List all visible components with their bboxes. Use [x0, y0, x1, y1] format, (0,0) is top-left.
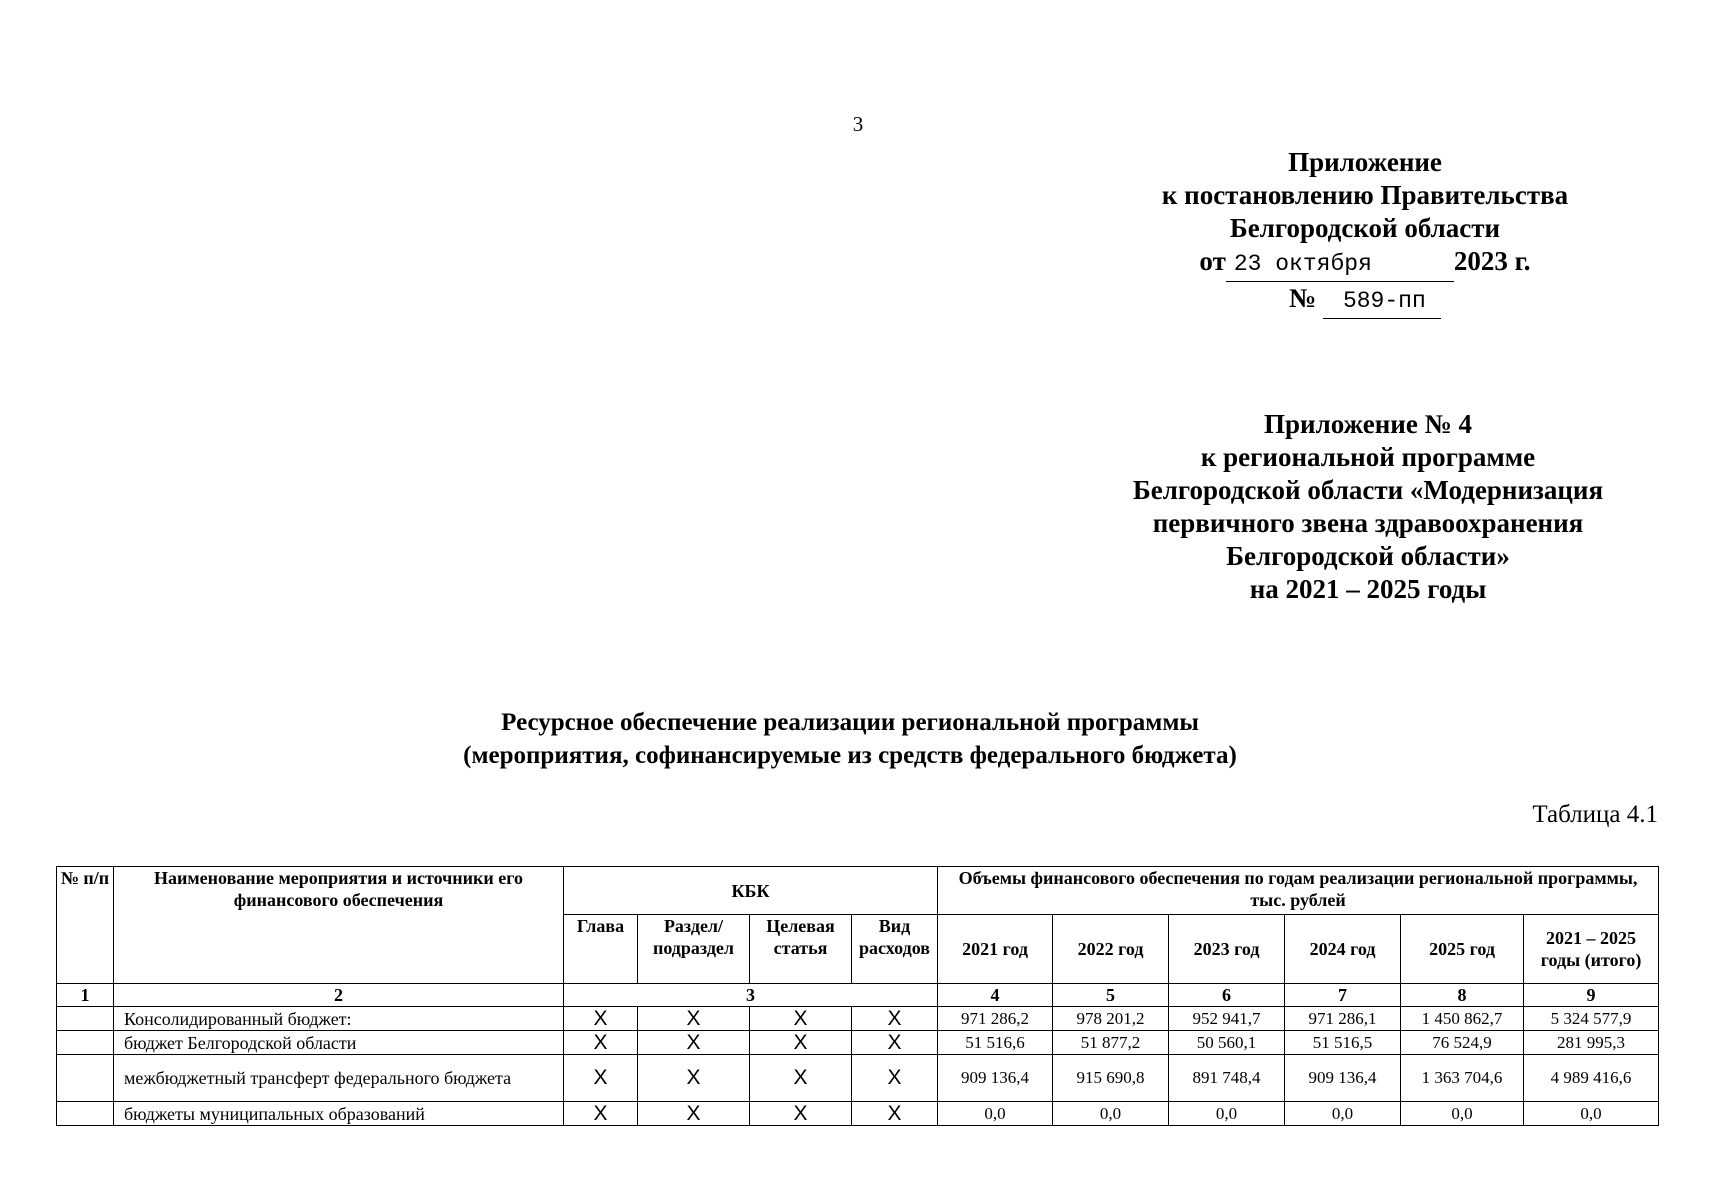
- column-number: 3: [564, 984, 938, 1007]
- value-cell: 0,0: [1285, 1102, 1401, 1126]
- kbk-cell: Х: [750, 1031, 852, 1055]
- row-name: Консолидированный бюджет:: [114, 1007, 564, 1031]
- row-num: [57, 1031, 114, 1055]
- header-kbk-expense-type: Вид расходов: [852, 915, 938, 984]
- column-number: 6: [1169, 984, 1285, 1007]
- column-number: 5: [1053, 984, 1169, 1007]
- header-year-2022: 2022 год: [1053, 915, 1169, 984]
- column-number: 2: [114, 984, 564, 1007]
- column-number: 4: [938, 984, 1053, 1007]
- value-cell: 5 324 577,9: [1524, 1007, 1659, 1031]
- value-cell: 4 989 416,6: [1524, 1055, 1659, 1102]
- row-name: бюджет Белгородской области: [114, 1031, 564, 1055]
- kbk-cell: Х: [750, 1102, 852, 1126]
- value-cell: 915 690,8: [1053, 1055, 1169, 1102]
- date-day-month: 23 октября: [1226, 248, 1454, 282]
- header-kbk: КБК: [564, 867, 938, 915]
- value-cell: 0,0: [1053, 1102, 1169, 1126]
- value-cell: 1 450 862,7: [1401, 1007, 1524, 1031]
- document-number: 589-пп: [1323, 285, 1441, 319]
- value-cell: 0,0: [1524, 1102, 1659, 1126]
- appendix-line: Приложение № 4: [1264, 409, 1472, 439]
- header-kbk-target: Целевая статья: [750, 915, 852, 984]
- document-title: [300, 706, 1400, 772]
- row-num: [57, 1102, 114, 1126]
- value-cell: 1 363 704,6: [1401, 1055, 1524, 1102]
- column-number: 7: [1285, 984, 1401, 1007]
- kbk-cell: Х: [564, 1031, 638, 1055]
- date-prefix: от: [1199, 246, 1226, 276]
- kbk-cell: Х: [638, 1055, 750, 1102]
- value-cell: 0,0: [1169, 1102, 1285, 1126]
- value-cell: 51 516,5: [1285, 1031, 1401, 1055]
- appendix-line: первичного звена здравоохранения: [1152, 508, 1584, 538]
- header-year-total: 2021 – 2025 годы (итого): [1524, 915, 1659, 984]
- row-num: [57, 1055, 114, 1102]
- kbk-cell: Х: [750, 1055, 852, 1102]
- appendix-line: на 2021 – 2025 годы: [1249, 574, 1487, 604]
- row-name: межбюджетный трансферт федерального бюджета: [114, 1055, 564, 1102]
- table-row: [57, 1031, 1659, 1055]
- header-num: № п/п: [57, 867, 114, 984]
- column-number: 9: [1524, 984, 1659, 1007]
- header-year-2025: 2025 год: [1401, 915, 1524, 984]
- title-line: Ресурсное обеспечение реализации региональной программы: [501, 709, 1199, 736]
- header-kbk-chapter: Глава: [564, 915, 638, 984]
- value-cell: 971 286,1: [1285, 1007, 1401, 1031]
- value-cell: 281 995,3: [1524, 1031, 1659, 1055]
- table-row: [57, 1007, 1659, 1031]
- appendix-line: Белгородской области «Модернизация: [1132, 475, 1604, 505]
- number-prefix: №: [1289, 283, 1317, 313]
- approval-date-line: [1112, 245, 1618, 282]
- kbk-cell: Х: [564, 1102, 638, 1126]
- kbk-cell: Х: [852, 1055, 938, 1102]
- table-row: [57, 1055, 1659, 1102]
- appendix-line: к региональной программе: [1200, 442, 1536, 472]
- kbk-cell: Х: [852, 1102, 938, 1126]
- title-line: (мероприятия, софинансируемые из средств федерального бюджета): [463, 742, 1237, 769]
- kbk-cell: Х: [852, 1007, 938, 1031]
- approval-line-region: Белгородской области: [1229, 213, 1501, 243]
- row-name: бюджеты муниципальных образований: [114, 1102, 564, 1126]
- header-year-2024: 2024 год: [1285, 915, 1401, 984]
- kbk-cell: Х: [750, 1007, 852, 1031]
- table-header-row: [57, 867, 1659, 915]
- page-number: 3: [852, 112, 864, 136]
- finance-table: [56, 866, 1659, 1126]
- kbk-cell: Х: [564, 1007, 638, 1031]
- header-name: Наименование мероприятия и источники его финансового обеспечения: [114, 867, 564, 984]
- column-number: 8: [1401, 984, 1524, 1007]
- approval-line-resolution: к постановлению Правительства: [1161, 180, 1569, 210]
- header-year-2021: 2021 год: [938, 915, 1053, 984]
- value-cell: 0,0: [1401, 1102, 1524, 1126]
- header-year-2023: 2023 год: [1169, 915, 1285, 984]
- kbk-cell: Х: [852, 1031, 938, 1055]
- table-row: [57, 1102, 1659, 1126]
- row-num: [57, 1007, 114, 1031]
- value-cell: 51 877,2: [1053, 1031, 1169, 1055]
- value-cell: 909 136,4: [1285, 1055, 1401, 1102]
- value-cell: 971 286,2: [938, 1007, 1053, 1031]
- kbk-cell: Х: [638, 1031, 750, 1055]
- value-cell: 76 524,9: [1401, 1031, 1524, 1055]
- column-number: 1: [57, 984, 114, 1007]
- value-cell: 952 941,7: [1169, 1007, 1285, 1031]
- value-cell: 978 201,2: [1053, 1007, 1169, 1031]
- value-cell: 50 560,1: [1169, 1031, 1285, 1055]
- value-cell: 0,0: [938, 1102, 1053, 1126]
- kbk-cell: Х: [638, 1102, 750, 1126]
- table-label: Таблица 4.1: [1532, 801, 1658, 828]
- value-cell: 909 136,4: [938, 1055, 1053, 1102]
- header-volumes: Объемы финансового обеспечения по годам реализации региональной программы, тыс. рублей: [938, 867, 1659, 915]
- approval-number-line: [1112, 282, 1618, 319]
- header-kbk-section: Раздел/ подраздел: [638, 915, 750, 984]
- approval-block: [1112, 146, 1618, 319]
- kbk-cell: Х: [564, 1055, 638, 1102]
- kbk-cell: Х: [638, 1007, 750, 1031]
- appendix-line: Белгородской области»: [1226, 541, 1510, 571]
- value-cell: 891 748,4: [1169, 1055, 1285, 1102]
- value-cell: 51 516,6: [938, 1031, 1053, 1055]
- date-year: 2023 г.: [1453, 246, 1531, 276]
- column-number-row: [57, 984, 1659, 1007]
- appendix-block: [1088, 408, 1648, 606]
- approval-heading: Приложение: [1288, 147, 1442, 177]
